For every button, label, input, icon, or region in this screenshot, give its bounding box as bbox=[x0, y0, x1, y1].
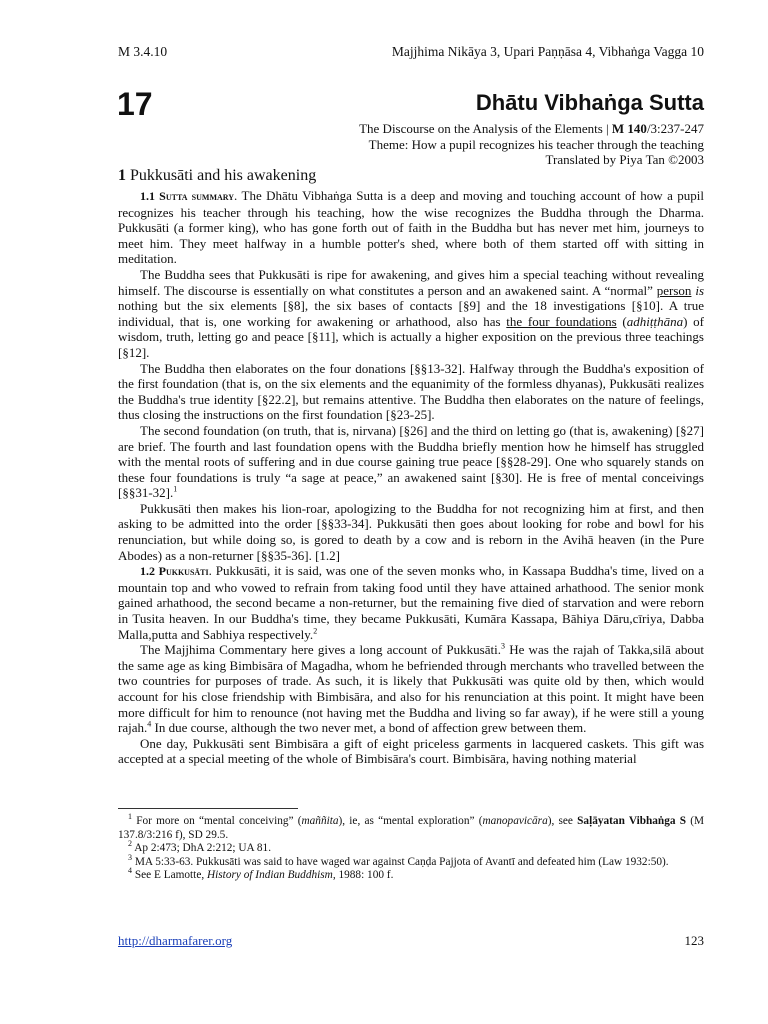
section-heading: 1 Pukkusāti and his awakening bbox=[118, 167, 317, 184]
subtitle-line-1: The Discourse on the Analysis of the Elements | M 140/3:237-247 bbox=[359, 121, 704, 136]
chapter-number: 17 bbox=[117, 86, 153, 122]
footnote: $^3$ MA 5:33-63. Pukkusāti was said to have waged war against Caṇḍa Pajjota of Avantī and defeated him (Law 1932:50). bbox=[128, 852, 669, 868]
paragraph: 1.2 Pukkusāti. Pukkusāti, it is said, was one of the seven monks who, in Kassapa Buddha's time, lived on a mountain top and who vowed to refrain from taking food until they have attained arhathood. The senior monk gained arhathood, the second became a non-returner, but the remaining five died of starvation and were reborn in Tusita heaven. In our Buddha's time, they became Pukkusāti, Kumāra Kassapa, Bāhiya Dāru,cīriya, Dabba Malla,putta and Sabhiya respectively.$^2$ bbox=[118, 563, 705, 642]
footnote-ref[interactable]: 4 bbox=[147, 719, 152, 729]
footnote: $^2$ Ap 2:473; DhA 2:212; UA 81. bbox=[128, 839, 272, 854]
footnote-divider bbox=[118, 808, 298, 809]
footnote-ref[interactable]: 1 bbox=[173, 484, 178, 494]
paragraph: The Buddha sees that Pukkusāti is ripe for awakening, and gives him a special teaching without revealing himself. The discourse is essentially on what constitutes a person and an awakened saint. A “normal” person is nothing but the six elements [§8], the six bases of contacts [§9] and the 18 investigations [§10]. A true individual, that is, one working for awakening or arhathood, also has the four foundations (adhiṭṭhāna) of wisdom, truth, letting go and peace [§11], which is actually a higher exposition on the previous three teachings [§12]. bbox=[118, 266, 705, 360]
header-right: Majjhima Nikāya 3, Upari Paṇṇāsa 4, Vibhaṅga Vagga 10 bbox=[391, 44, 704, 59]
subtitle-translator: Translated by Piya Tan ©2003 bbox=[545, 152, 704, 167]
paragraph: One day, Pukkusāti sent Bimbisāra a gift of eight priceless garments in lacquered caskets. This gift was accepted at a special meeting of the whole of Bimbisāra's court. Bimbisāra, having nothing material bbox=[118, 735, 704, 767]
page-title: Dhātu Vibhaṅga Sutta bbox=[475, 90, 704, 115]
page-number: 123 bbox=[684, 933, 704, 948]
paragraph: The second foundation (on truth, that is, nirvana) [§26] and the third on letting go (that is, awakening) [§27] are brief. The fourth and last foundation opens with the Buddha briefly mention how he himself has struggled with the mental roots of suffering and in due course gaining true peace [§§28-29]. One who squarely stands on these four foundations is truly “a sage at peace,” an awakened saint [§30]. He is free of mental conceivings [§§31-32].$^1$ bbox=[118, 422, 704, 501]
footnotes bbox=[118, 812, 705, 883]
subtitle-block bbox=[359, 121, 704, 168]
website-link[interactable]: http://dharmafarer.org bbox=[118, 933, 233, 948]
footnote: $^1$ For more on “mental conceiving” (maññita), ie, as “mental exploration” (manopavicāra), see Saḷāyatan Vibhaṅga S (M 137.8/3:216 f), SD 29.5. bbox=[118, 812, 705, 841]
paragraph: Pukkusāti then makes his lion-roar, apologizing to the Buddha for not recognizing him at first, and then asking to be admitted into the order [§§33-34]. Pukkusāti then goes about looking for robe and bowl for his renunciation, but while doing so, is gored to death by a cow and is reborn in the Avihā heaven (in the Pure Abodes) as a non-returner [§§35-36]. [1.2] bbox=[118, 500, 704, 563]
paragraph: The Buddha then elaborates on the four donations [§§13-32]. Halfway through the Buddha's exposition of the first foundation (that is, on the six elements and the equanimity of the formless dhyanas), Pukkusāti realizes the Buddha's true identity [§22.2], but remains attentive. The Buddha then elaborates on the nature of feelings, thus closing the instructions on the first foundation [§23-25]. bbox=[118, 360, 704, 423]
header-left: M 3.4.10 bbox=[118, 44, 168, 59]
footnote-ref[interactable]: 2 bbox=[313, 626, 318, 636]
body-text bbox=[118, 188, 704, 767]
footnote-ref[interactable]: 3 bbox=[500, 641, 505, 651]
subtitle-theme: Theme: How a pupil recognizes his teacher through the teaching bbox=[368, 136, 704, 152]
paragraph: The Majjhima Commentary here gives a long account of Pukkusāti.$^3$ He was the rajah of Takka,silā about the same age as king Bimbisāra of Magadha, whom he befriended through merchants who travelled between the two countries for purposes of trade. As such, it is likely that Pukkusāti was quite old by then, which would account for his close friendship with Bimbisāra, and also for his renunciation at this point. It might have been more difficult for him to renounce (not having met the Buddha and living so far away), if he were still a young rajah.$^4$ In due course, although the two never met, a bond of affection grew between them. bbox=[118, 641, 705, 736]
footnote: $^4$ See E Lamotte, History of Indian Buddhism, 1988: 100 f. bbox=[128, 866, 394, 881]
page-footer bbox=[118, 933, 704, 949]
paragraph: 1.1 Sutta summary. The Dhātu Vibhaṅga Sutta is a deep and moving and touching account of how a pupil recognizes his teacher through his teaching, how the wise recognizes the Buddha through the Dharma. Pukkusāti (a former king), who has gone forth out of faith in the Buddha but has never met him, journeys to meet him. They meet halfway in a humble potter's shed, where both of them started off with sitting in meditation. bbox=[118, 188, 705, 267]
running-header bbox=[118, 44, 704, 62]
